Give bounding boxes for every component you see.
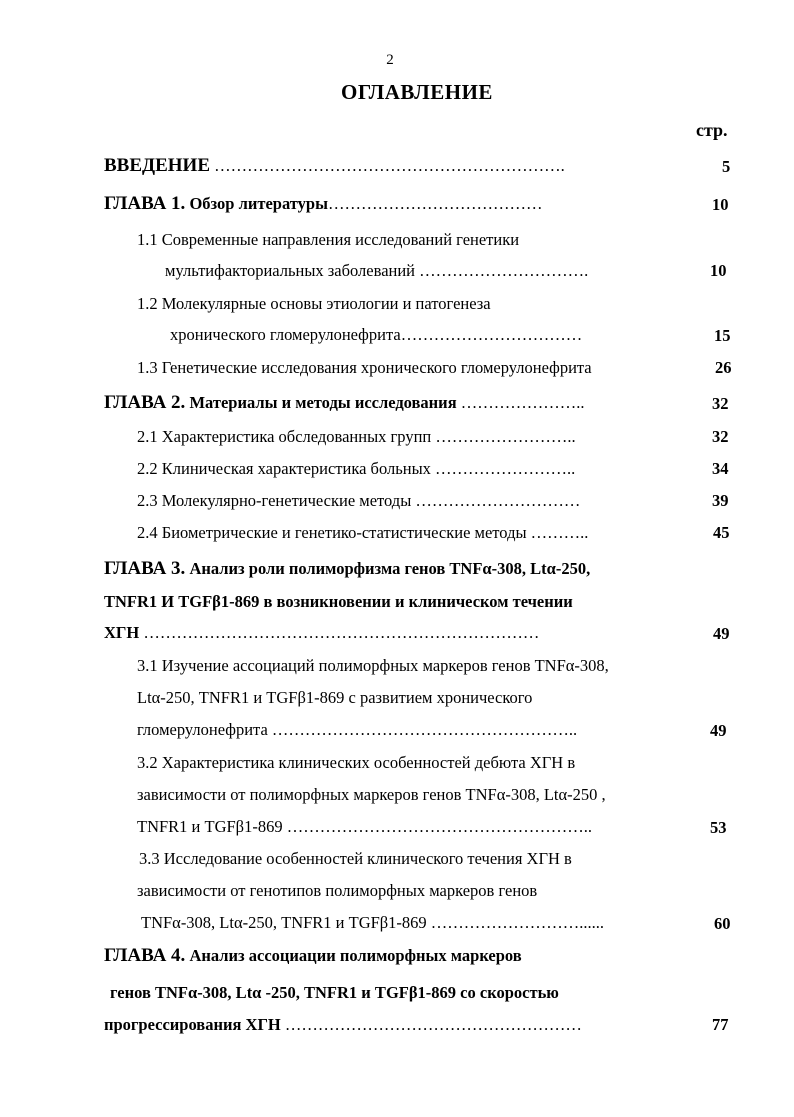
entry-line3 [104, 1015, 582, 1035]
page-column-header: стр. [696, 120, 728, 140]
entry-label: ГЛАВА 4. [104, 945, 186, 966]
entry-text-line3: гломерулонефрита ……………………………………………….. [137, 720, 578, 739]
entry-page: 60 [714, 914, 731, 933]
toc-title: ОГЛАВЛЕНИЕ [341, 80, 493, 104]
entry-text: Материалы и методы исследования [185, 393, 457, 412]
entry-page: 10 [710, 261, 727, 280]
entry-text: Анализ роли полиморфизма генов TNFα-308, Ltα-250, [185, 559, 591, 578]
entry-text: Обзор литературы [185, 194, 328, 213]
entry-page: 49 [710, 721, 727, 740]
entry-label: ГЛАВА 3. [104, 558, 186, 579]
entry-leader: ………………….. [456, 393, 585, 412]
entry-line3 [104, 623, 539, 643]
entry-page: 26 [715, 358, 732, 377]
toc-entry-introduction[interactable] [104, 155, 565, 177]
entry-page: 32 [712, 427, 729, 446]
entry-text-line2: зависимости от полиморфных маркеров генов TNFα-308, Ltα-250 , [137, 785, 606, 804]
entry-line1 [104, 945, 522, 967]
toc-entry-2-1[interactable]: 2.1 Характеристика обследованных групп …………………….. [137, 427, 576, 446]
entry-page: 49 [713, 624, 730, 643]
entry-leader: ………………………………………………………. [210, 156, 565, 175]
entry-text-line1: 3.3 Исследование особенностей клинического течения ХГН в [139, 849, 572, 868]
entry-label: ГЛАВА 2. [104, 392, 186, 413]
toc-entry-2-2[interactable]: 2.2 Клиническая характеристика больных …………………….. [137, 459, 576, 478]
entry-text: прогрессирования ХГН [104, 1015, 281, 1034]
entry-text-line3: TNFα-308, Ltα-250, TNFR1 и TGFβ1-869 ………………………...... [141, 913, 605, 932]
entry-page: 15 [714, 326, 731, 345]
entry-page: 5 [722, 157, 731, 176]
entry-text-line3: TNFR1 и TGFβ1-869 ……………………………………………….. [137, 817, 592, 836]
entry-leader: ……………………………………………………………… [139, 623, 540, 642]
entry-page: 39 [712, 491, 729, 510]
entry-text: ХГН [104, 623, 140, 642]
entry-leader: ………………………………… [328, 194, 543, 213]
entry-page: 53 [710, 818, 727, 837]
entry-text-line1: 1.2 Молекулярные основы этиологии и патогенеза [137, 294, 491, 313]
entry-text-line2: зависимости от генотипов полиморфных маркеров генов [137, 881, 538, 900]
entry-line2: генов TNFα-308, Ltα -250, TNFR1 и TGFβ1-869 со скоростью [110, 983, 559, 1002]
entry-page: 45 [713, 523, 730, 542]
entry-text-line1: 3.2 Характеристика клинических особенностей дебюта ХГН в [137, 753, 576, 772]
entry-line1 [104, 558, 590, 580]
toc-entry-2-4[interactable]: 2.4 Биометрические и генетико-статистические методы ……….. [137, 523, 589, 542]
entry-text: Анализ ассоциации полиморфных маркеров [185, 946, 522, 965]
toc-entry-1-3[interactable]: 1.3 Генетические исследования хронического гломерулонефрита [137, 358, 592, 377]
entry-text-line2: Ltα-250, TNFR1 и TGFβ1-869 с развитием хронического [137, 688, 533, 707]
page-number: 2 [386, 52, 394, 68]
toc-entry-2-3[interactable]: 2.3 Молекулярно-генетические методы ………………………… [137, 491, 581, 510]
entry-page: 10 [712, 195, 729, 214]
toc-entry-chapter-1[interactable] [104, 193, 543, 215]
entry-label: ГЛАВА 1. [104, 193, 186, 214]
toc-entry-chapter-2[interactable] [104, 392, 585, 414]
entry-text-line2: хронического гломерулонефрита…………………………… [170, 325, 583, 344]
entry-line2: TNFR1 И TGFβ1-869 в возникновении и клиническом течении [104, 592, 573, 611]
entry-label: ВВЕДЕНИЕ [104, 155, 210, 176]
entry-page: 32 [712, 394, 729, 413]
entry-text-line1: 3.1 Изучение ассоциаций полиморфных маркеров генов TNFα-308, [137, 656, 609, 675]
entry-page: 77 [712, 1015, 729, 1034]
entry-leader: ……………………………………………… [280, 1015, 582, 1034]
entry-text-line1: 1.1 Современные направления исследований генетики [137, 230, 520, 249]
entry-page: 34 [712, 459, 729, 478]
entry-text-line2: мультифакториальных заболеваний …………………………. [165, 261, 589, 280]
